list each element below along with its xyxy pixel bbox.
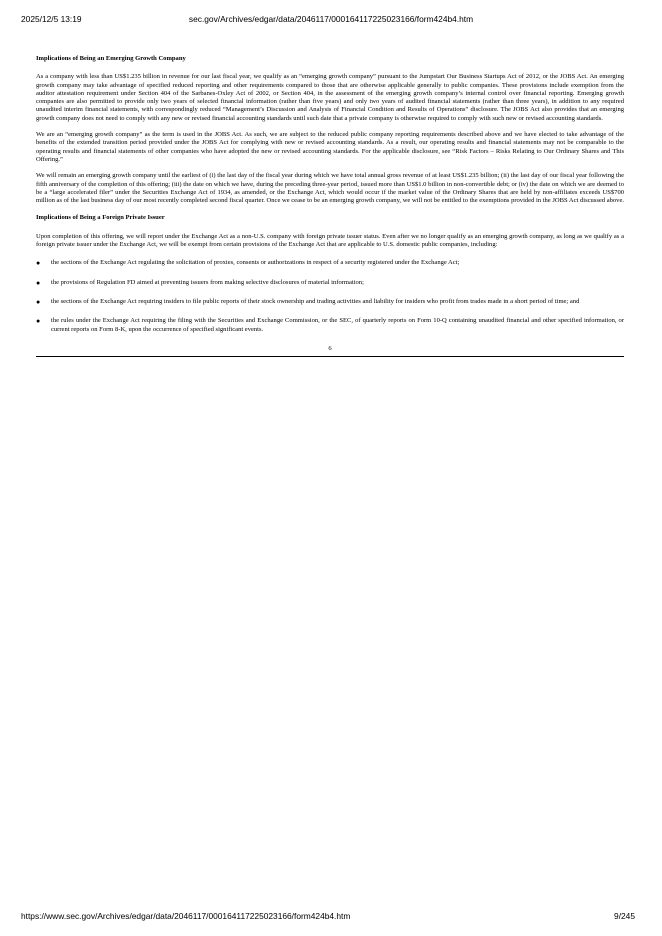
egc-paragraph-3: We will remain an emerging growth company until the earliest of (i) the last day of the fiscal year during which we have total annual gross revenue of at least US$1.235 billion; (ii) the last day of our fiscal year following the fifth anniversary of the completion of this offering; (iii) the date on which we have, during the preceding three-year period, issued more than US$1.0 billion in non-convertible debt; or (iv) the date on which we are deemed to be a “large accelerated filer” under the Securities Exchange Act of 1934, as amended, or the Exchange Act, which would occur if the market value of the Ordinary Shares that are held by non-affiliates exceeds US$700 million as of the last business day of our most recently completed second fiscal quarter. Once we cease to be an emerging growth company, we will not be entitled to the exemptions provided in the JOBS Act discussed above. — [36, 172, 624, 205]
fpi-intro-paragraph: Upon completion of this offering, we will report under the Exchange Act as a non-U.S. company with foreign private issuer status. Even after we no longer qualify as an emerging growth company, as long as we qualify as a foreign private issuer under the Exchange Act, we will be exempt from certain provisions of the Exchange Act that are applicable to U.S. domestic public companies, including: — [36, 232, 624, 249]
print-footer-url: https://www.sec.gov/Archives/edgar/data/2046117/000164117225023166/form424b4.htm — [21, 911, 351, 921]
section-heading-egc: Implications of Being an Emerging Growth Company — [36, 55, 186, 62]
document-page-number: 6 — [328, 344, 332, 352]
list-item — [36, 259, 624, 267]
egc-paragraph-1: As a company with less than US$1.235 billion in revenue for our last fiscal year, we qualify as an “emerging growth company” pursuant to the Jumpstart Our Business Startups Act of 2012, or the JOBS Act. An emerging growth company may take advantage of specified reduced reporting and other requirements compared to those that are otherwise applicable generally to public companies. These provisions include exemption from the auditor attestation requirement under Section 404 of the Sarbanes-Oxley Act of 2002, or Section 404, in the assessment of the emerging growth company’s internal control over financial reporting. Emerging growth companies are also permitted to provide only two years of selected financial information (rather than five years) and only two years of audited financial statements (rather than three years), in addition to any required unaudited interim financial statements, with correspondingly reduced “Management’s Discussion and Analysis of Financial Condition and Results of Operations” disclosure. The JOBS Act also provides that an emerging growth company does not need to comply with any new or revised financial accounting standards until such date that a private company is otherwise required to comply with such new or revised accounting standards. — [36, 73, 624, 122]
egc-paragraph-2: We are an “emerging growth company” as the term is used in the JOBS Act. As such, we are subject to the reduced public company reporting requirements described above and we have elected to take advantage of the benefits of the extended transition period provided under the JOBS Act for complying with new or revised accounting standards. As a result, our operating results and financial statements may not be comparable to the operating results and financial statements of other companies who have adopted the new or revised accounting standards. For the applicable disclosure, see “Risk Factors – Risks Relating to Our Ordinary Shares and This Offering.” — [36, 131, 624, 163]
print-datetime: 2025/12/5 13:19 — [21, 14, 82, 24]
list-item — [36, 317, 624, 334]
list-item-text: the provisions of Regulation FD aimed at preventing issuers from making selective disclosures of material information; — [51, 278, 364, 286]
list-item-text: the sections of the Exchange Act regulating the solicitation of proxies, consents or authorizations in respect of a security registered under the Exchange Act; — [51, 259, 460, 267]
print-header — [0, 14, 662, 26]
document-content — [36, 55, 624, 357]
print-page-count: 9/245 — [614, 911, 635, 921]
list-item — [36, 298, 624, 306]
section-heading-fpi: Implications of Being a Foreign Private Issuer — [36, 214, 165, 222]
bullet-icon: ● — [36, 317, 41, 326]
bullet-icon: ● — [36, 259, 41, 268]
bullet-icon: ● — [36, 278, 41, 287]
bullet-icon: ● — [36, 297, 41, 306]
fpi-exemptions-list — [36, 259, 624, 333]
print-header-url: sec.gov/Archives/edgar/data/2046117/000164117225023166/form424b4.htm — [188, 14, 474, 24]
list-item-text: the sections of the Exchange Act requiring insiders to file public reports of their stock ownership and trading activities and liability for insiders who profit from trades made in a short period of time; and — [51, 297, 580, 305]
page-divider — [36, 356, 624, 357]
list-item — [36, 279, 624, 287]
print-footer — [0, 911, 662, 923]
list-item-text: the rules under the Exchange Act requiring the filing with the Securities and Exchange Commission, or the SEC, of quarterly reports on Form 10-Q containing unaudited financial and other specified information, or current reports on Form 8-K, upon the occurrence of specified significant events. — [51, 317, 624, 333]
